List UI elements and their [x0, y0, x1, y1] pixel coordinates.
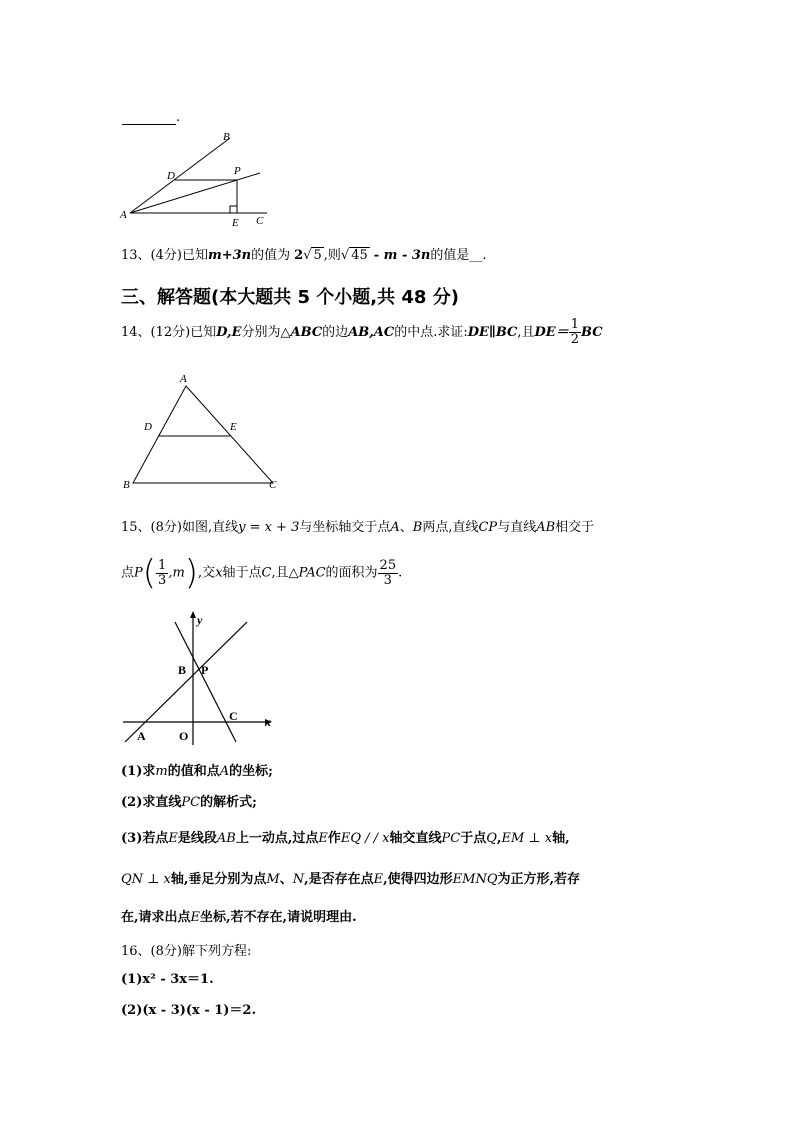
question-13: 13、(4分)已知m+3n的值为 2√ 5 ,则√ 45 - m - 3n的值是__. — [121, 248, 487, 263]
q13-number: 13、(4分)已知 — [121, 248, 208, 263]
q15-x: x — [215, 565, 223, 581]
q15-triangle: △PAC — [288, 565, 326, 581]
q15-text-h: 的面积为 — [325, 565, 378, 581]
q13-end: 的值是__. — [430, 248, 487, 263]
q15-text-f: 轴于点 — [222, 565, 262, 581]
label-D: D — [167, 170, 175, 182]
q15-point-b: B — [412, 520, 423, 535]
q15-text-g: ,且 — [271, 565, 289, 581]
q15-intro: 15、(8分)如图,直线 — [121, 520, 239, 535]
section-heading: 三、解答题(本大题共 5 个小题,共 48 分) — [121, 287, 459, 308]
q13-radicand-1: 5 — [313, 248, 322, 263]
q14-text-d: ,且 — [517, 325, 535, 340]
label-y: y — [197, 613, 203, 627]
label-A: A — [137, 729, 146, 743]
q14-bc: BC — [581, 325, 603, 340]
y-axis-arrow-icon — [190, 611, 196, 618]
q15-point-word: 点 — [121, 565, 135, 581]
label-A: A — [120, 209, 127, 221]
question-15-line-2: 点P( $\frac{1}{3}$ ,m),交x轴于点C,且△PAC的面积为 $\frac{25}{3}$ . — [121, 553, 403, 593]
q15-text-d: 相交于 — [555, 520, 595, 535]
q14-fraction: $\frac{1}{2}$ — [570, 317, 579, 347]
q15-point-p: P — [134, 565, 143, 581]
label-C: C — [256, 215, 264, 227]
label-A: A — [180, 373, 187, 385]
q14-sides: AB,AC — [348, 325, 395, 340]
q14-number: 14、(12分)已知 — [121, 325, 217, 340]
q15-line-ab: AB — [536, 520, 556, 535]
q14-text-a: 分别为 — [241, 325, 281, 340]
q15-point-a: A — [390, 520, 400, 535]
q15-part-3-line-3: 在,请求出点E坐标,若不存在,请说明理由. — [121, 910, 357, 925]
q15-line-cp: CP — [478, 520, 498, 535]
q15-point-c: C — [261, 565, 272, 581]
label-O: O — [179, 729, 189, 743]
blank-period: . — [176, 110, 181, 125]
q13-mid: 的值为 — [251, 248, 291, 263]
label-P: P — [201, 663, 209, 677]
q13-expr: m+3n — [207, 248, 252, 263]
label-B: B — [223, 131, 230, 143]
label-E: E — [230, 421, 237, 433]
q13-tail-expr: - m - 3n — [373, 248, 431, 263]
label-D: D — [144, 421, 152, 433]
q15-period: . — [398, 565, 403, 581]
question-16: 16、(8分)解下列方程: — [121, 944, 252, 959]
q15-text-b: 两点,直线 — [422, 520, 479, 535]
question-15-line-1 — [121, 516, 594, 535]
q16-equation-1: (1)x² - 3x＝1. — [121, 972, 214, 987]
label-C: C — [269, 479, 277, 491]
label-B: B — [123, 479, 130, 491]
q13-radicand-2: 45 — [351, 248, 368, 263]
q14-triangle: △ABC — [280, 325, 323, 340]
q14-points: D,E — [216, 325, 242, 340]
q15-m: ,m — [168, 565, 185, 581]
q13-then: ,则 — [323, 248, 341, 263]
figure-triangle-abc — [120, 370, 290, 492]
q16-equation-2: (2)(x - 3)(x - 1)＝2. — [121, 1003, 257, 1018]
q14-parallel: DE∥BC — [467, 325, 518, 340]
label-P: P — [234, 165, 241, 177]
q14-text-b: 的边 — [322, 325, 349, 340]
q15-fraction-2: $\frac{25}{3}$ — [379, 557, 397, 588]
q15-sep: 、 — [399, 520, 413, 535]
q13-coef: 2 — [294, 248, 304, 263]
q15-text-e: ,交 — [198, 565, 216, 581]
q15-part-1: (1)求m的值和点A的坐标; — [121, 764, 273, 779]
label-C: C — [229, 709, 238, 723]
figure-coordinate-lines — [115, 610, 280, 750]
q15-part-3-line-2: QN ⊥ x轴,垂足分别为点M、N,是否存在点E,使得四边形EMNQ为正方形,若存 — [121, 872, 581, 887]
label-x: x — [265, 715, 271, 729]
question-14 — [121, 318, 603, 347]
q15-part-3: (3)若点E是线段AB上一动点,过点E作EQ / / x轴交直线PC于点Q,EM ⊥ x轴, — [121, 831, 570, 846]
q15-part-2: (2)求直线PC的解析式; — [121, 795, 257, 810]
q15-text-c: 与直线 — [497, 520, 537, 535]
q14-de-equals: DE＝ — [534, 325, 569, 340]
q14-text-c: 的中点.求证: — [394, 325, 468, 340]
q15-text-a: 与坐标轴交于点 — [299, 520, 391, 535]
label-B: B — [178, 663, 187, 677]
label-E: E — [232, 217, 239, 229]
q15-equation: y = x + 3 — [238, 520, 300, 535]
figure-angle-apde — [115, 126, 285, 230]
q15-fraction-1: $\frac{1}{3}$ — [158, 557, 167, 588]
answer-blank — [122, 106, 180, 125]
